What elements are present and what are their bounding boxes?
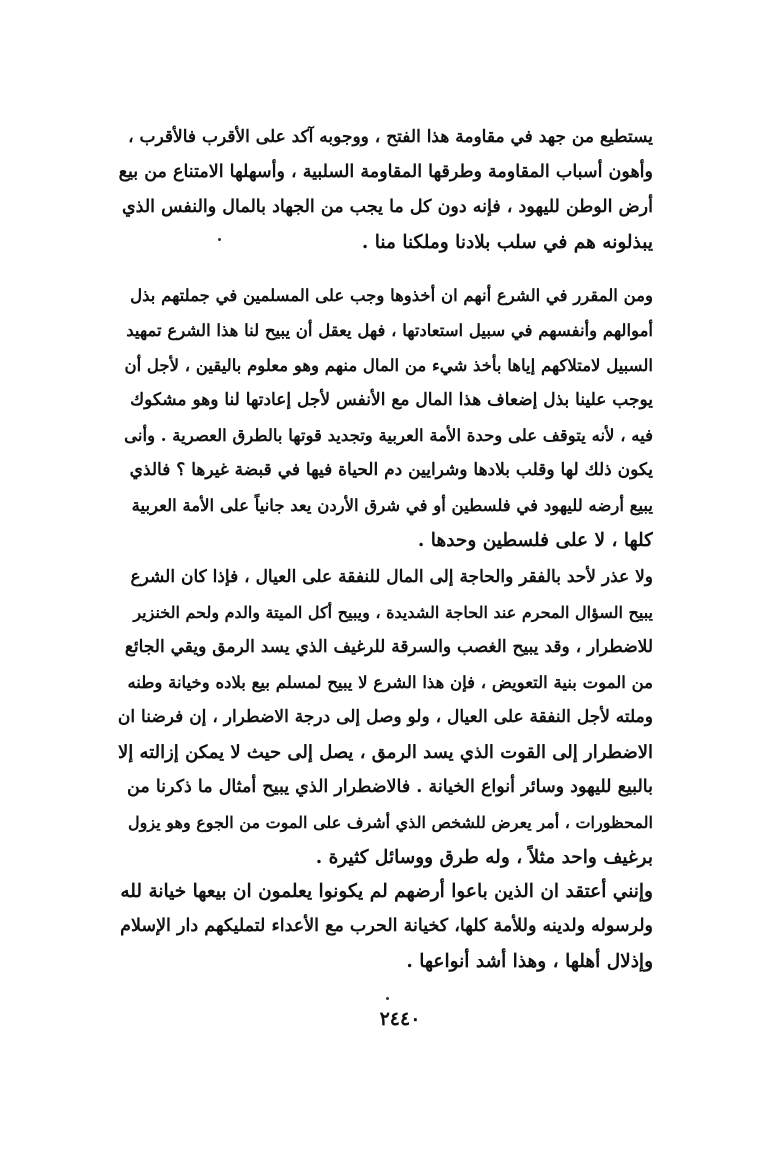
text-line: يبيع أرضه لليهود في فلسطين أو في شرق الأردن يعد جانياً على الأمة العربية [131, 496, 653, 515]
text-line: وملته لأجل النفقة على العيال ، ولو وصل إلى درجة الاضطرار ، إن فرضنا ان [118, 707, 653, 727]
text-line: بالبيع لليهود وسائر أنواع الخيانة . فالاضطرار الذي يبيح أمثال ما ذكرنا من [127, 777, 653, 797]
text-line: الاضطرار إلى القوت الذي يسد الرمق ، يصل إلى حيث لا يمكن إزالته إلا [118, 742, 653, 763]
text-line: للاضطرار ، وقد يبيح الغصب والسرقة للرغيف الذي يسد الرمق ويقي الجائع [124, 637, 653, 657]
page-number: ٢٤٤٠ [379, 1008, 421, 1030]
text-line: وإذلال أهلها ، وهذا أشد أنواعها . [406, 951, 653, 972]
text-line: يوجب علينا بذل إضعاف هذا المال مع الأنفس لأجل إعادتها لنا وهو مشكوك [130, 390, 653, 410]
text-line: يكون ذلك لها وقلب بلادها وشرايين دم الحياة فيها في قبضة غيرها ؟ فالذي [129, 460, 653, 480]
paragraph-1 [118, 120, 653, 260]
text-line: السبيل لامتلاكهم إياها بأخذ شيء من المال منهم وهو معلوم باليقين ، لأجل أن [124, 356, 653, 375]
text-line: يبيح السؤال المحرم عند الحاجة الشديدة ، ويبيح أكل الميتة والدم ولحم الخنزير [133, 603, 653, 622]
paragraph-2 [118, 278, 653, 558]
text-line: أرض الوطن لليهود ، فإنه دون كل ما يجب من الجهاد بالمال والنفس الذي [121, 197, 653, 217]
text-line: من الموت بنية التعويض ، فإن هذا الشرع لا يبيح لمسلم بيع بلاده وخيانة وطنه [127, 673, 653, 692]
text-line: برغيف واحد مثلاً ، وله طرق ووسائل كثيرة . [315, 847, 653, 868]
scan-speck [386, 997, 389, 1000]
text-line: ولرسوله ولدينه وللأمة كلها، كخيانة الحرب مع الأعداء لتمليكهم دار الإسلام [120, 916, 653, 936]
text-line: أموالهم وأنفسهم في سبيل استعادتها ، فهل يعقل أن يبيح لنا هذا الشرع تمهيد [126, 321, 653, 340]
text-line: يستطيع من جهد في مقاومة هذا الفتح ، ووجوبه آكد على الأقرب فالأقرب ، [128, 127, 653, 147]
text-line: يبذلونه هم في سلب بلادنا وملكنا منا . [361, 232, 653, 253]
text-line: وإنني أعتقد ان الذين باعوا أرضهم لم يكونوا يعلمون ان بيعها خيانة لله [120, 881, 653, 902]
scan-speck [218, 238, 221, 241]
text-line: ولا عذر لأحد بالفقر والحاجة إلى المال للنفقة على العيال ، فإذا كان الشرع [130, 567, 653, 587]
text-line: فيه ، لأنه يتوقف على وحدة الأمة العربية وتجديد قوتها بالطرق العصرية . وأنى [124, 426, 653, 445]
paragraph-3 [118, 560, 653, 875]
paragraph-4 [118, 874, 653, 979]
text-line: ومن المقرر في الشرع أنهم ان أخذوها وجب على المسلمين في جملتهم بذل [130, 286, 653, 305]
text-line: وأهون أسباب المقاومة وطرقها المقاومة السلبية ، وأسهلها الامتناع من بيع [118, 162, 653, 182]
text-line: المحظورات ، أمر يعرض للشخص الذي أشرف على الموت من الجوع وهو يزول [128, 813, 653, 832]
text-line: كلها ، لا على فلسطين وحدها . [417, 530, 653, 551]
